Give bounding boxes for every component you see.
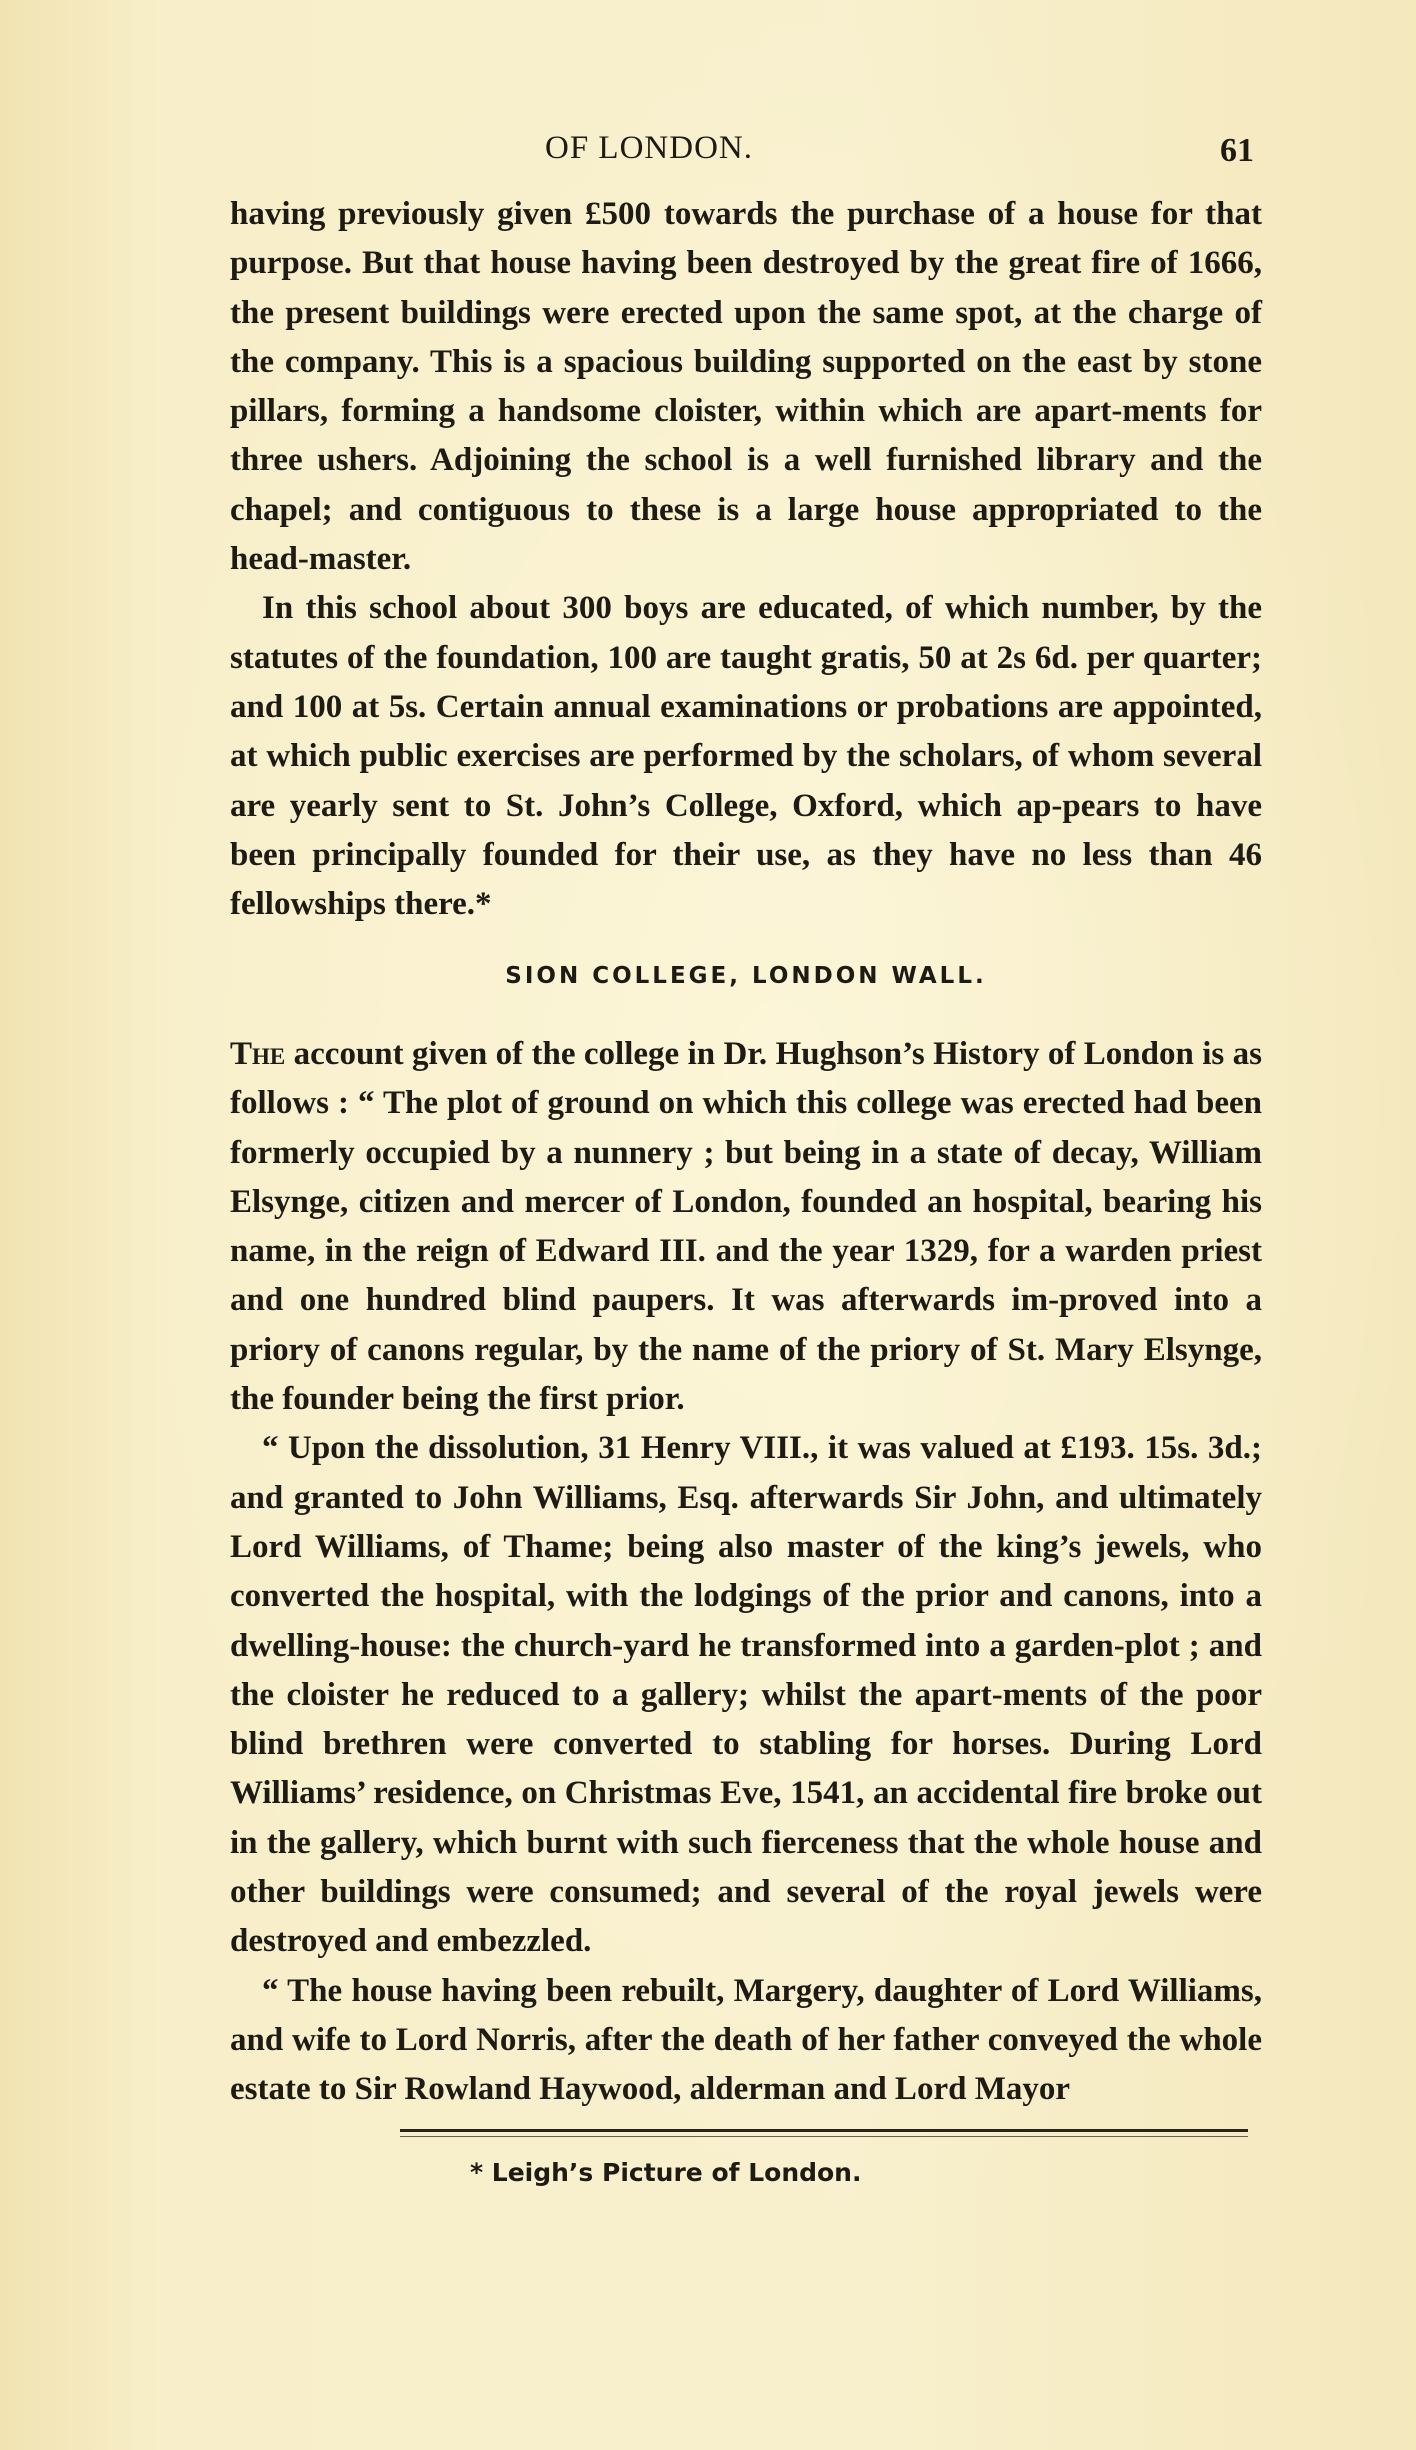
paragraph-account: [230, 1030, 1262, 1424]
body-text-section-1: [230, 190, 1262, 929]
footnote: * Leigh’s Picture of London.: [470, 2158, 862, 2187]
body-text-section-2: [230, 1030, 1262, 2115]
paragraph-rebuilt: “ The house having been rebuilt, Margery, daughter of Lord Williams, and wife to Lord Norris, after the death of her father conveyed the whole estate to Sir Rowland Haywood, alderman and Lord Mayor: [230, 1972, 1262, 2108]
paragraph-account-text: account given of the college in Dr. Hughson’s History of London is as follows : “ The plot of ground on which this college was erected had been formerly occupied by a nunnery ; but being in a state of decay, William Elsynge, citizen and mercer of London, founded an hospital, bearing his name, in the reign of Edward III. and the year 1329, for a warden priest and one hundred blind paupers. It was afterwards im-proved into a priory of canons regular, by the name of the priory of St. Mary Elsynge, the founder being the first prior.: [230, 1036, 1262, 1418]
footnote-rule: [400, 2129, 1248, 2132]
section-heading: SION COLLEGE, LONDON WALL.: [505, 963, 987, 989]
page-number: 61: [1220, 132, 1254, 169]
paragraph-continued: having previously given £500 towards the purchase of a house for that purpose. But that house having been destroyed by the great fire of 1666, the present buildings were erected upon the same spot, at the charge of the company. This is a spacious building supported on the east by stone pillars, forming a handsome cloister, within which are apart-ments for three ushers. Adjoining the school is a well furnished library and the chapel; and contiguous to these is a large house appropriated to the head-master.: [230, 196, 1262, 578]
first-word: The: [230, 1036, 286, 1072]
paragraph-dissolution: “ Upon the dissolution, 31 Henry VIII., it was valued at £193. 15s. 3d.; and granted to John Williams, Esq. afterwards Sir John, and ultimately Lord Williams, of Thame; being also master of the king’s jewels, who converted the hospital, with the lodgings of the prior and canons, into a dwelling-house: the church-yard he transformed into a garden-plot ; and the cloister he reduced to a gallery; whilst the apart-ments of the poor blind brethren were converted to stabling for horses. During Lord Williams’ residence, on Christmas Eve, 1541, an accidental fire broke out in the gallery, which burnt with such fierceness that the whole house and other buildings were consumed; and several of the royal jewels were destroyed and embezzled.: [230, 1430, 1262, 1960]
running-title: OF LONDON.: [545, 130, 753, 166]
footnote-rule-thin: [400, 2136, 1248, 2137]
paragraph-school: In this school about 300 boys are educated, of which number, by the statutes of the foundation, 100 are taught gratis, 50 at 2s 6d. per quarter; and 100 at 5s. Certain annual examinations or probations are appointed, at which public exercises are performed by the scholars, of whom several are yearly sent to St. John’s College, Oxford, which ap-pears to have been principally founded for their use, as they have no less than 46 fellowships there.*: [230, 590, 1262, 923]
